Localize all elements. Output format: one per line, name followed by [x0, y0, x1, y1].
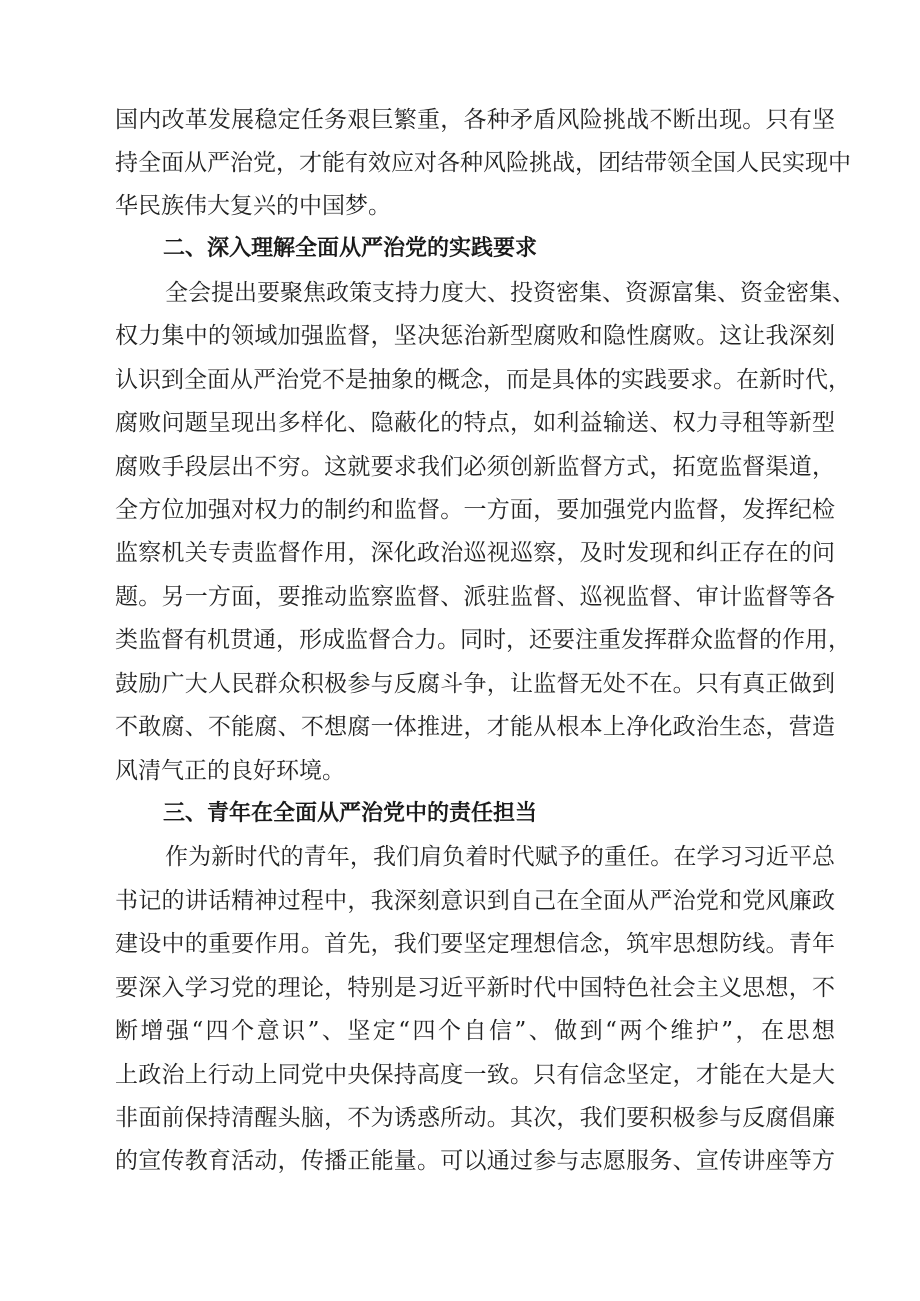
paragraph-2-line-7: 监察机关专责监督作用，深化政治巡视巡察，及时发现和纠正存在的问: [115, 540, 835, 566]
paragraph-3-line-1: 作为新时代的青年，我们肩负着时代赋予的重任。在学习习近平总: [165, 844, 835, 870]
paragraph-1-line-3: 华民族伟大复兴的中国梦。: [115, 193, 391, 219]
paragraph-1-line-1: 国内改革发展稳定任务艰巨繁重，各种矛盾风险挑战不断出现。只有坚: [115, 107, 835, 133]
paragraph-2-line-10: 鼓励广大人民群众积极参与反腐斗争，让监督无处不在。只有真正做到: [115, 671, 835, 697]
paragraph-2-line-3: 认识到全面从严治党不是抽象的概念，而是具体的实践要求。在新时代，: [115, 367, 851, 393]
paragraph-3-line-6: 上政治上行动上同党中央保持高度一致。只有信念坚定，才能在大是大: [115, 1062, 835, 1088]
paragraph-3-line-7: 非面前保持清醒头脑，不为诱惑所动。其次，我们要积极参与反腐倡廉: [115, 1105, 835, 1131]
paragraph-2-line-9: 类监督有机贯通，形成监督合力。同时，还要注重发挥群众监督的作用，: [115, 627, 851, 653]
paragraph-3-line-8: 的宣传教育活动，传播正能量。可以通过参与志愿服务、宣传讲座等方: [115, 1148, 835, 1174]
paragraph-2-line-2: 权力集中的领域加强监督，坚决惩治新型腐败和隐性腐败。这让我深刻: [115, 323, 835, 349]
paragraph-2-line-1: 全会提出要聚焦政策支持力度大、投资密集、资源富集、资金密集、: [165, 280, 855, 306]
section-heading-3: 三、青年在全面从严治党中的责任担当: [163, 801, 538, 826]
paragraph-2-line-5: 腐败手段层出不穷。这就要求我们必须创新监督方式，拓宽监督渠道，: [115, 454, 835, 480]
paragraph-1-line-2: 持全面从严治党，才能有效应对各种风险挑战，团结带领全国人民实现中: [115, 150, 851, 176]
paragraph-2-line-4: 腐败问题呈现出多样化、隐蔽化的特点，如利益输送、权力寻租等新型: [115, 410, 835, 436]
paragraph-2-line-12: 风清气正的良好环境。: [115, 758, 345, 784]
paragraph-2-line-8: 题。另一方面，要推动监察监督、派驻监督、巡视监督、审计监督等各: [115, 584, 835, 610]
paragraph-3-line-4: 要深入学习党的理论，特别是习近平新时代中国特色社会主义思想，不: [115, 975, 835, 1001]
paragraph-2-line-6: 全方位加强对权力的制约和监督。一方面，要加强党内监督，发挥纪检: [115, 497, 835, 523]
paragraph-3-line-3: 建设中的重要作用。首先，我们要坚定理想信念，筑牢思想防线。青年: [115, 931, 835, 957]
paragraph-3-line-2: 书记的讲话精神过程中，我深刻意识到自己在全面从严治党和党风廉政: [115, 888, 835, 914]
section-heading-2: 二、深入理解全面从严治党的实践要求: [163, 236, 538, 261]
paragraph-2-line-11: 不敢腐、不能腐、不想腐一体推进，才能从根本上净化政治生态，营造: [115, 714, 835, 740]
paragraph-3-line-5: 断增强“四个意识”、坚定“四个自信”、做到“两个维护”，在思想: [115, 1018, 835, 1044]
